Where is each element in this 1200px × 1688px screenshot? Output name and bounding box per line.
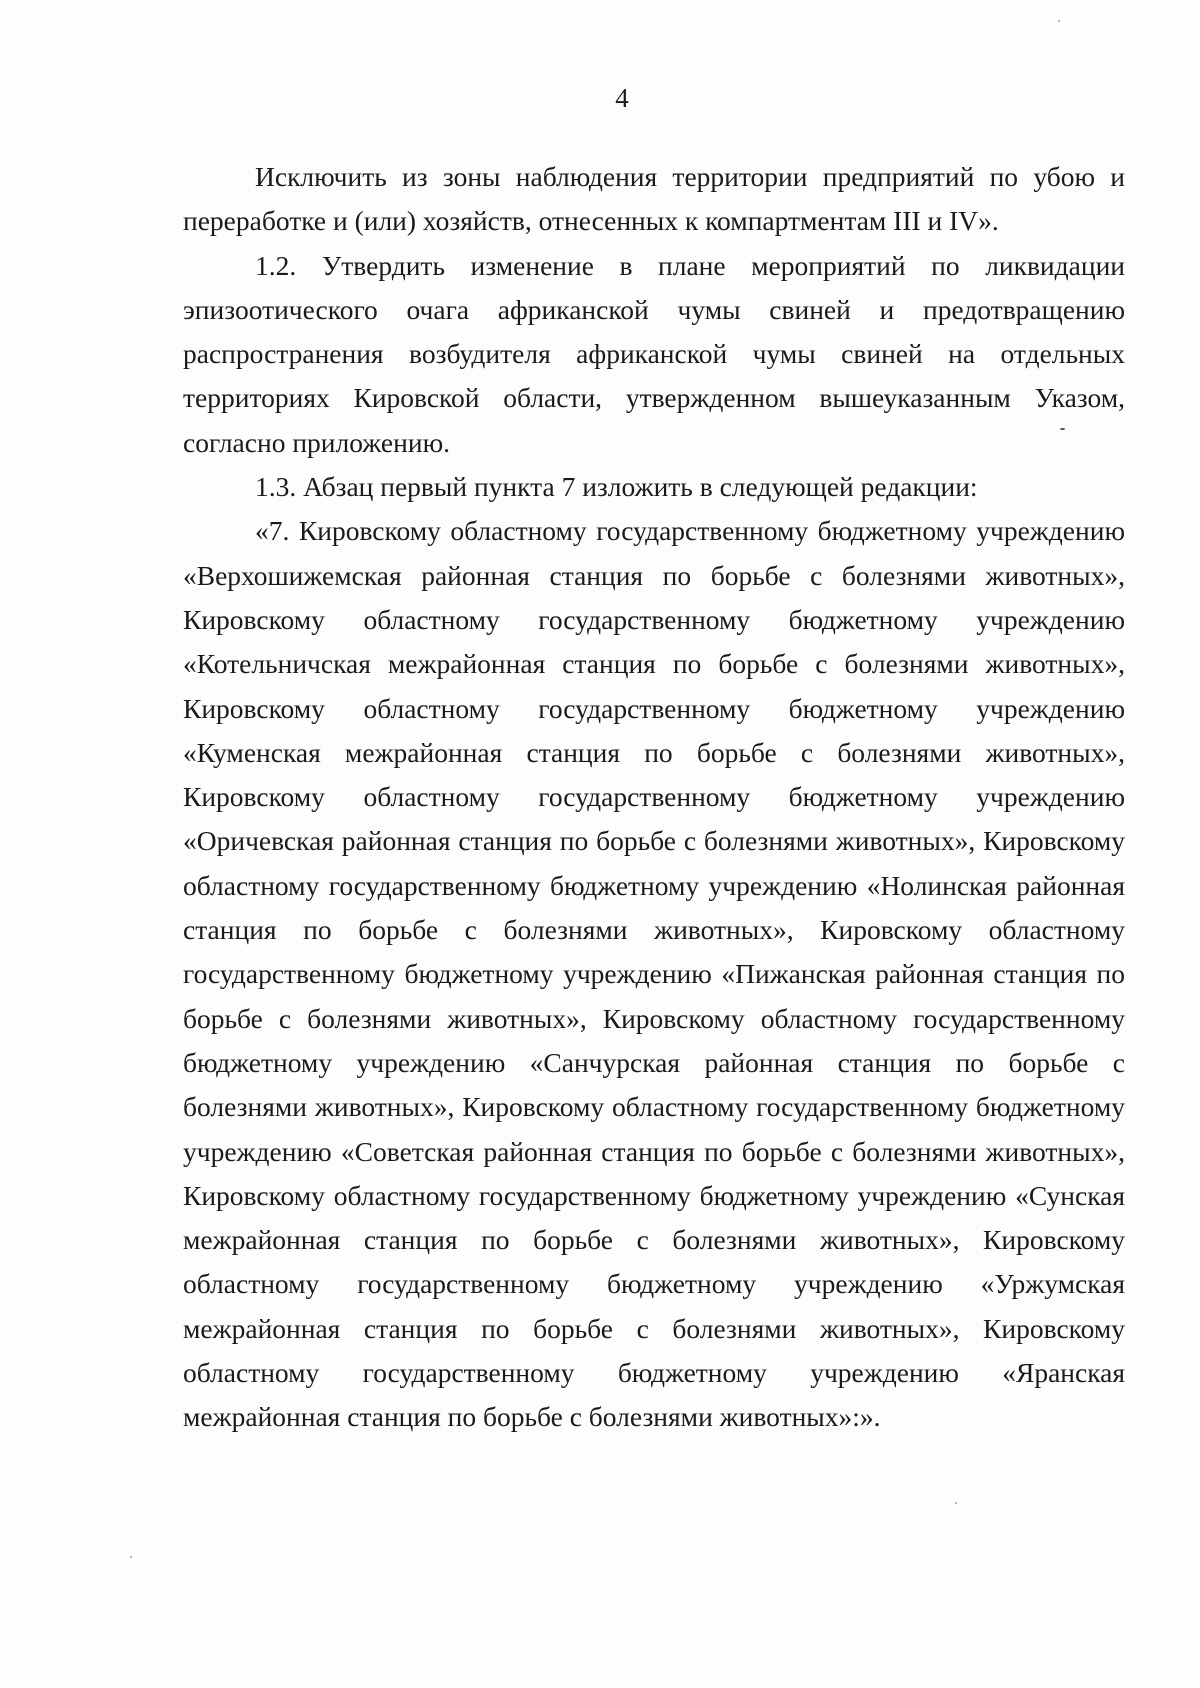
scan-speck [130, 1556, 132, 1558]
paragraph-item-7: «7. Кировскому областному государственному бюджетному учреждению «Верхошижемская районная станция по борьбе с болезнями животных», Кировскому областному государственному бюджетному учреждению «Котельничская межрайонная станция по борьбе с болезнями животных», Кировскому областному государственному бюджетному учреждению «Куменская межрайонная станция по борьбе с болезнями животных», Кировскому областному государственному бюджетному учреждению «Оричевская районная станция по борьбе с болезнями животных», Кировскому областному государственному бюджетному учреждению «Нолинская районная станция по борьбе с болезнями животных», Кировскому областному государственному бюджетному учреждению «Пижанская районная станция по борьбе с болезнями животных», Кировскому областному государственному бюджетному учреждению «Санчурская районная станция по борьбе с болезнями животных», Кировскому областному государственному бюджетному учреждению «Советская районная станция по борьбе с болезнями животных», Кировскому областному государственному бюджетному учреждению «Сунская межрайонная станция по борьбе с болезнями животных», Кировскому областному государственному бюджетному учреждению «Уржумская межрайонная станция по борьбе с болезнями животных», Кировскому областному государственному бюджетному учреждению «Яранская межрайонная станция по борьбе с болезнями животных»:». [183, 515, 1125, 1433]
page-number: 4 [615, 83, 629, 113]
scan-speck [955, 1502, 957, 1504]
document-body [183, 155, 1125, 1440]
paragraph-1-3: 1.3. Абзац первый пункта 7 изложить в следующей редакции: [255, 471, 978, 503]
paragraph-exclusion-note: Исключить из зоны наблюдения территории предприятий по убою и переработке и (или) хозяйств, отнесенных к компартментам III и IV». [183, 161, 1125, 237]
scan-speck [1060, 428, 1065, 430]
scan-speck [1058, 20, 1060, 22]
paragraph-1-2: 1.2. Утвердить изменение в плане мероприятий по ликвидации эпизоотического очага африканской чумы свиней и предотвращению распространения возбудителя африканской чумы свиней на отдельных территориях Кировской области, утвержденном вышеуказанным Указом, согласно приложению. [183, 249, 1125, 458]
